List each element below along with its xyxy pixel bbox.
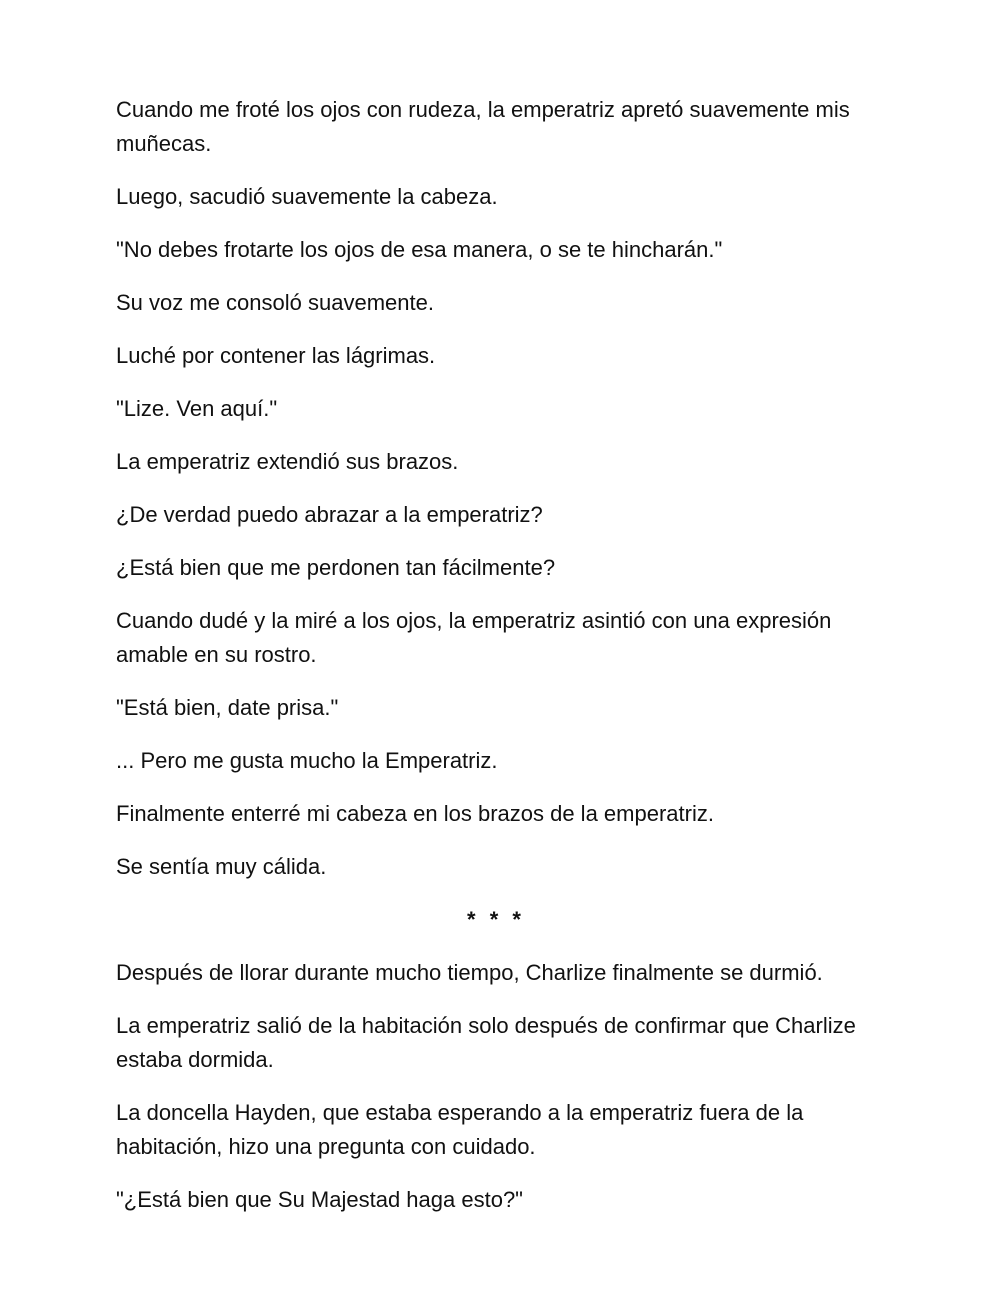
paragraph: "Lize. Ven aquí." bbox=[116, 396, 278, 421]
paragraph: La emperatriz salió de la habitación solo después de confirmar que Charlize estaba dormida. bbox=[116, 1013, 856, 1072]
paragraph: "No debes frotarte los ojos de esa manera, o se te hincharán." bbox=[116, 237, 723, 262]
paragraph: La doncella Hayden, que estaba esperando a la emperatriz fuera de la habitación, hizo una pregunta con cuidado. bbox=[116, 1100, 804, 1159]
paragraph: Se sentía muy cálida. bbox=[116, 854, 327, 879]
paragraph: Su voz me consoló suavemente. bbox=[116, 290, 434, 315]
paragraph: "Está bien, date prisa." bbox=[116, 695, 339, 720]
paragraph: Luché por contener las lágrimas. bbox=[116, 343, 436, 368]
paragraph: ¿De verdad puedo abrazar a la emperatriz? bbox=[116, 502, 543, 527]
paragraph: ... Pero me gusta mucho la Emperatriz. bbox=[116, 748, 498, 773]
paragraph: "¿Está bien que Su Majestad haga esto?" bbox=[116, 1187, 523, 1212]
paragraph: ¿Está bien que me perdonen tan fácilmente? bbox=[116, 555, 556, 580]
paragraph: Finalmente enterré mi cabeza en los brazos de la emperatriz. bbox=[116, 801, 714, 826]
paragraph: La emperatriz extendió sus brazos. bbox=[116, 449, 459, 474]
paragraph: Después de llorar durante mucho tiempo, Charlize finalmente se durmió. bbox=[116, 960, 823, 985]
paragraph: Cuando dudé y la miré a los ojos, la emperatriz asintió con una expresión amable en su rostro. bbox=[116, 608, 832, 667]
paragraph: Cuando me froté los ojos con rudeza, la emperatriz apretó suavemente mis muñecas. bbox=[116, 97, 850, 156]
scene-separator: * * * bbox=[467, 907, 525, 932]
paragraph: Luego, sacudió suavemente la cabeza. bbox=[116, 184, 498, 209]
text-column bbox=[116, 93, 876, 1236]
